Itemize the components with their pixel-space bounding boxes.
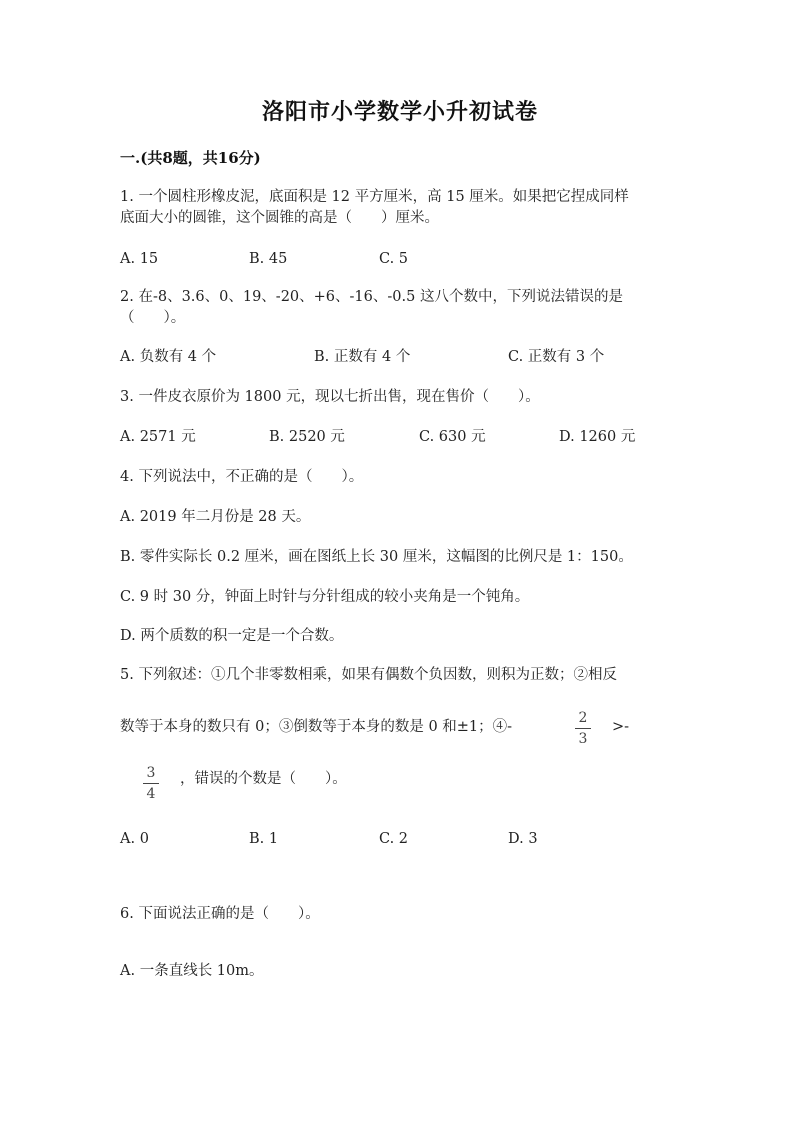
question-2-line-1: 2. 在-8、3.6、0、19、-20、+6、-16、-0.5 这八个数中，下列说法错误的是 xyxy=(120,289,623,305)
question-1-option-a: A. 15 xyxy=(120,251,159,267)
question-5-option-b: B. 1 xyxy=(249,831,279,847)
question-2-line-2: （ ）。 xyxy=(120,310,186,326)
fraction-numerator: 2 xyxy=(578,710,588,726)
question-4-option-b: B. 零件实际长 0.2 厘米，画在图纸上长 30 厘米，这幅图的比例尺是 1：150。 xyxy=(120,549,633,565)
question-4-option-d: D. 两个质数的积一定是一个合数。 xyxy=(120,628,344,644)
question-5-option-a: A. 0 xyxy=(120,831,149,847)
question-5-line-3: ，错误的个数是（ ）。 xyxy=(180,771,347,787)
question-3-option-c: C. 630 元 xyxy=(419,429,486,445)
section-heading: 一.(共8题，共16分) xyxy=(120,149,261,167)
page-title: 洛阳市小学数学小升初试卷 xyxy=(261,99,538,125)
question-5-greater-than: >- xyxy=(612,719,630,735)
fraction-three-quarters xyxy=(140,766,162,801)
question-3-line-1: 3. 一件皮衣原价为 1800 元，现以七折出售，现在售价（ ）。 xyxy=(120,389,540,405)
question-1-option-b: B. 45 xyxy=(249,251,288,267)
question-3-option-a: A. 2571 元 xyxy=(120,429,196,445)
question-2-option-b: B. 正数有 4 个 xyxy=(314,349,411,365)
question-2-option-c: C. 正数有 3 个 xyxy=(508,349,605,365)
question-5-line-2: 数等于本身的数只有 0；③倒数等于本身的数是 0 和±1；④- xyxy=(120,719,513,735)
question-2-option-a: A. 负数有 4 个 xyxy=(120,349,217,365)
question-4-option-a: A. 2019 年二月份是 28 天。 xyxy=(120,509,311,525)
question-4-line-1: 4. 下列说法中，不正确的是（ ）。 xyxy=(120,469,364,485)
question-1-line-2: 底面大小的圆锥，这个圆锥的高是（ ）厘米。 xyxy=(120,210,439,226)
fraction-denominator: 3 xyxy=(578,731,588,747)
fraction-two-thirds xyxy=(572,711,594,746)
question-6-option-a: A. 一条直线长 10m。 xyxy=(120,963,264,979)
question-1-line-1: 1. 一个圆柱形橡皮泥，底面积是 12 平方厘米，高 15 厘米。如果把它捏成同样 xyxy=(120,189,629,205)
fraction-numerator: 3 xyxy=(146,765,156,781)
question-5-option-d: D. 3 xyxy=(508,831,538,847)
question-3-option-b: B. 2520 元 xyxy=(269,429,345,445)
question-5-line-1: 5. 下列叙述：①几个非零数相乘，如果有偶数个负因数，则积为正数；②相反 xyxy=(120,667,617,683)
question-1-option-c: C. 5 xyxy=(379,251,409,267)
question-4-option-c: C. 9 时 30 分，钟面上时针与分针组成的较小夹角是一个钝角。 xyxy=(120,589,530,605)
question-5-option-c: C. 2 xyxy=(379,831,409,847)
question-3-option-d: D. 1260 元 xyxy=(559,429,636,445)
fraction-denominator: 4 xyxy=(146,786,156,802)
question-6-line-1: 6. 下面说法正确的是（ ）。 xyxy=(120,906,320,922)
